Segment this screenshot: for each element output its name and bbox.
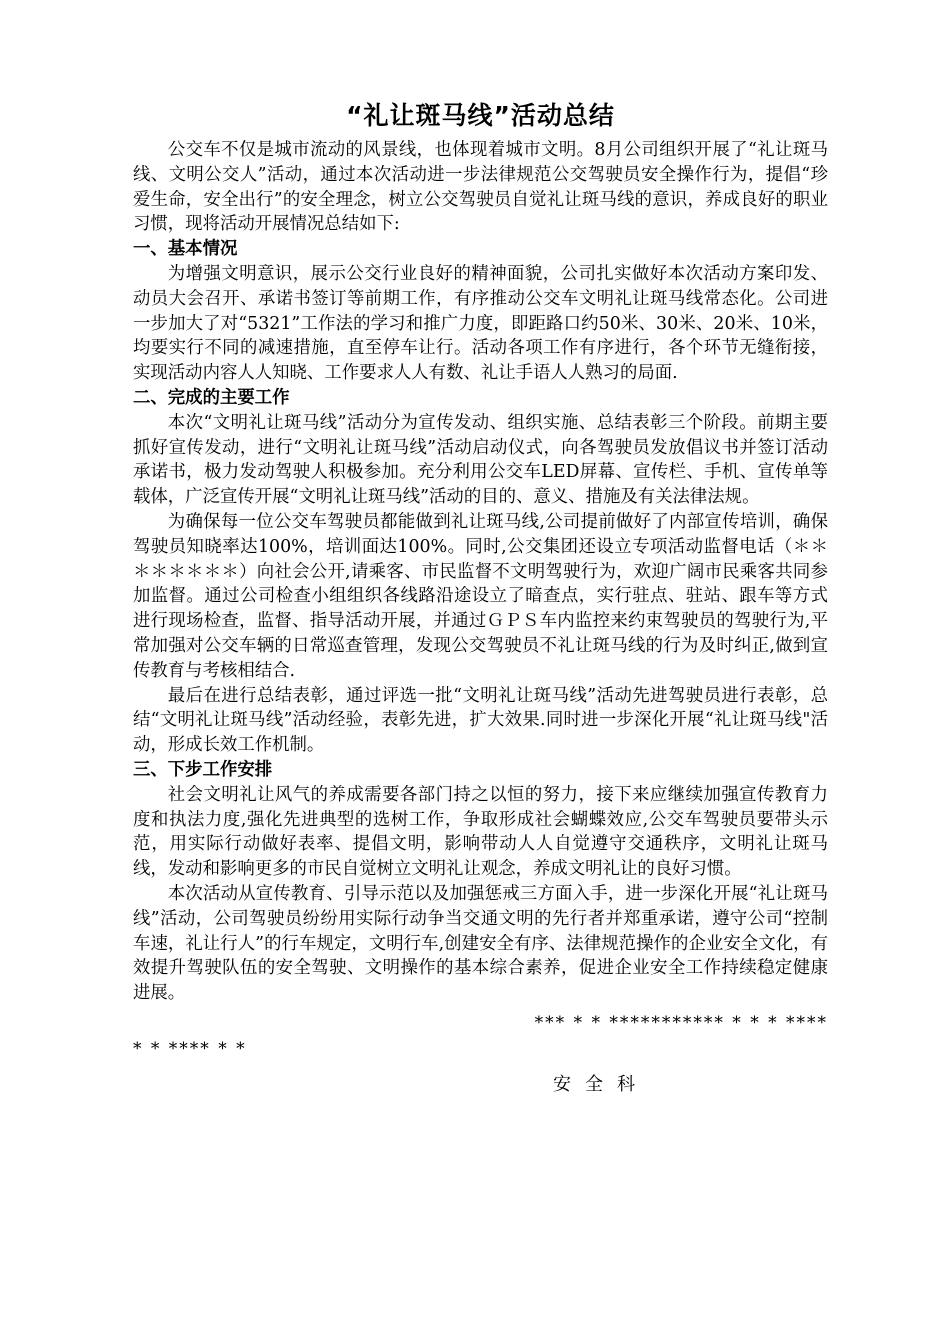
section-paragraph: 最后在进行总结表彰，通过评选一批“文明礼让斑马线”活动先进驾驶员进行表彰，总结“文明礼让斑马线”活动经验，表彰先进，扩大效果.同时进一步深化开展“礼让斑马线"活动，形成长效工作机制。: [133, 685, 828, 756]
section-heading: 一、基本情况: [133, 239, 238, 260]
section-paragraph: 本次活动从宣传教育、引导示范以及加强惩戒三方面入手，进一步深化开展“礼让斑马线”活动，公司驾驶员纷纷用实际行动争当交通文明的先行者并郑重承诺，遵守公司“控制车速，礼让行人”的行车规定，文明行车,创建安全有序、法律规范操作的企业安全文化，有效提升驾驶队伍的安全驾驶、文明操作的基本综合素养，促进企业安全工作持续稳定健康进展。: [133, 883, 828, 1004]
section-paragraph: 社会文明礼让风气的养成需要各部门持之以恒的努力，接下来应继续加强宣传教育力度和执法力度,强化先进典型的选树工作，争取形成社会蝴蝶效应,公交车驾驶员要带头示范，用实际行动做好表率、提倡文明，影响带动人人自觉遵守交通秩序，文明礼让斑马线，发动和影响更多的市民自觉树立文明礼让观念，养成文明礼让的良好习惯。: [133, 784, 828, 880]
section-basic-situation: [133, 237, 828, 386]
redacted-text-line: * * **** * *: [133, 1038, 247, 1059]
section-heading: 三、下步工作安排: [133, 759, 273, 780]
section-paragraph: 本次“文明礼让斑马线”活动分为宣传发动、组织实施、总结表彰三个阶段。前期主要抓好宣传发动，进行“文明礼让斑马线”活动启动仪式，向各驾驶员发放倡议书并签订活动承诺书，极力发动驾驶人积极参加。充分利用公交车LED屏幕、宣传栏、手机、宣传单等载体，广泛宣传开展“文明礼让斑马线”活动的目的、意义、措施及有关法律法规。: [133, 412, 828, 508]
section-paragraph: 为确保每一位公交车驾驶员都能做到礼让斑马线,公司提前做好了内部宣传培训，确保驾驶员知晓率达100%，培训面达100%。同时,公交集团还设立专项活动监督电话（＊＊ ＊＊＊＊＊＊）向社会公开,请乘客、市民监督不文明驾驶行为，欢迎广阔市民乘客共同参加监督。通过公司检查小组组织各线路沿途设立了暗查点，实行驻点、驻站、跟车等方式进行现场检查，监督、指导活动开展，并通过ＧＰＳ车内监控来约束驾驶员的驾驶行为,平常加强对公交车辆的日常巡查管理，发现公交驾驶员不礼让斑马线的行为及时纠正,做到宣传教育与考核相结合.: [133, 511, 828, 681]
document-page: [133, 96, 828, 1098]
section-paragraph: 为增强文明意识，展示公交行业良好的精神面貌，公司扎实做好本次活动方案印发、动员大会召开、承诺书签订等前期工作，有序推动公交车文明礼让斑马线常态化。公司进一步加大了对“5321”工作法的学习和推广力度，即距路口约50米、30米、20米、10米，均要实行不同的减速措施，直至停车让行。活动各项工作有序进行，各个环节无缝衔接，实现活动内容人人知晓、工作要求人人有数、礼让手语人人熟习的局面.: [133, 263, 828, 384]
section-main-work: [133, 386, 828, 758]
redacted-text-line: *** * * *********** * * * ****: [534, 1012, 828, 1033]
signature-department: 安全科: [553, 1073, 649, 1095]
document-title: “礼让斑马线”活动总结: [346, 101, 615, 130]
section-heading: 二、完成的主要工作: [133, 387, 290, 408]
section-next-steps: [133, 758, 828, 1006]
intro-paragraph: 公交车不仅是城市流动的风景线，也体现着城市文明。8月公司组织开展了“礼让斑马线、文明公交人”活动，通过本次活动进一步法律规范公交驾驶员安全操作行为，提倡“珍爱生命，安全出行”的安全理念，树立公交驾驶员自觉礼让斑马线的意识，养成良好的职业习惯，现将活动开展情况总结如下:: [133, 140, 828, 235]
